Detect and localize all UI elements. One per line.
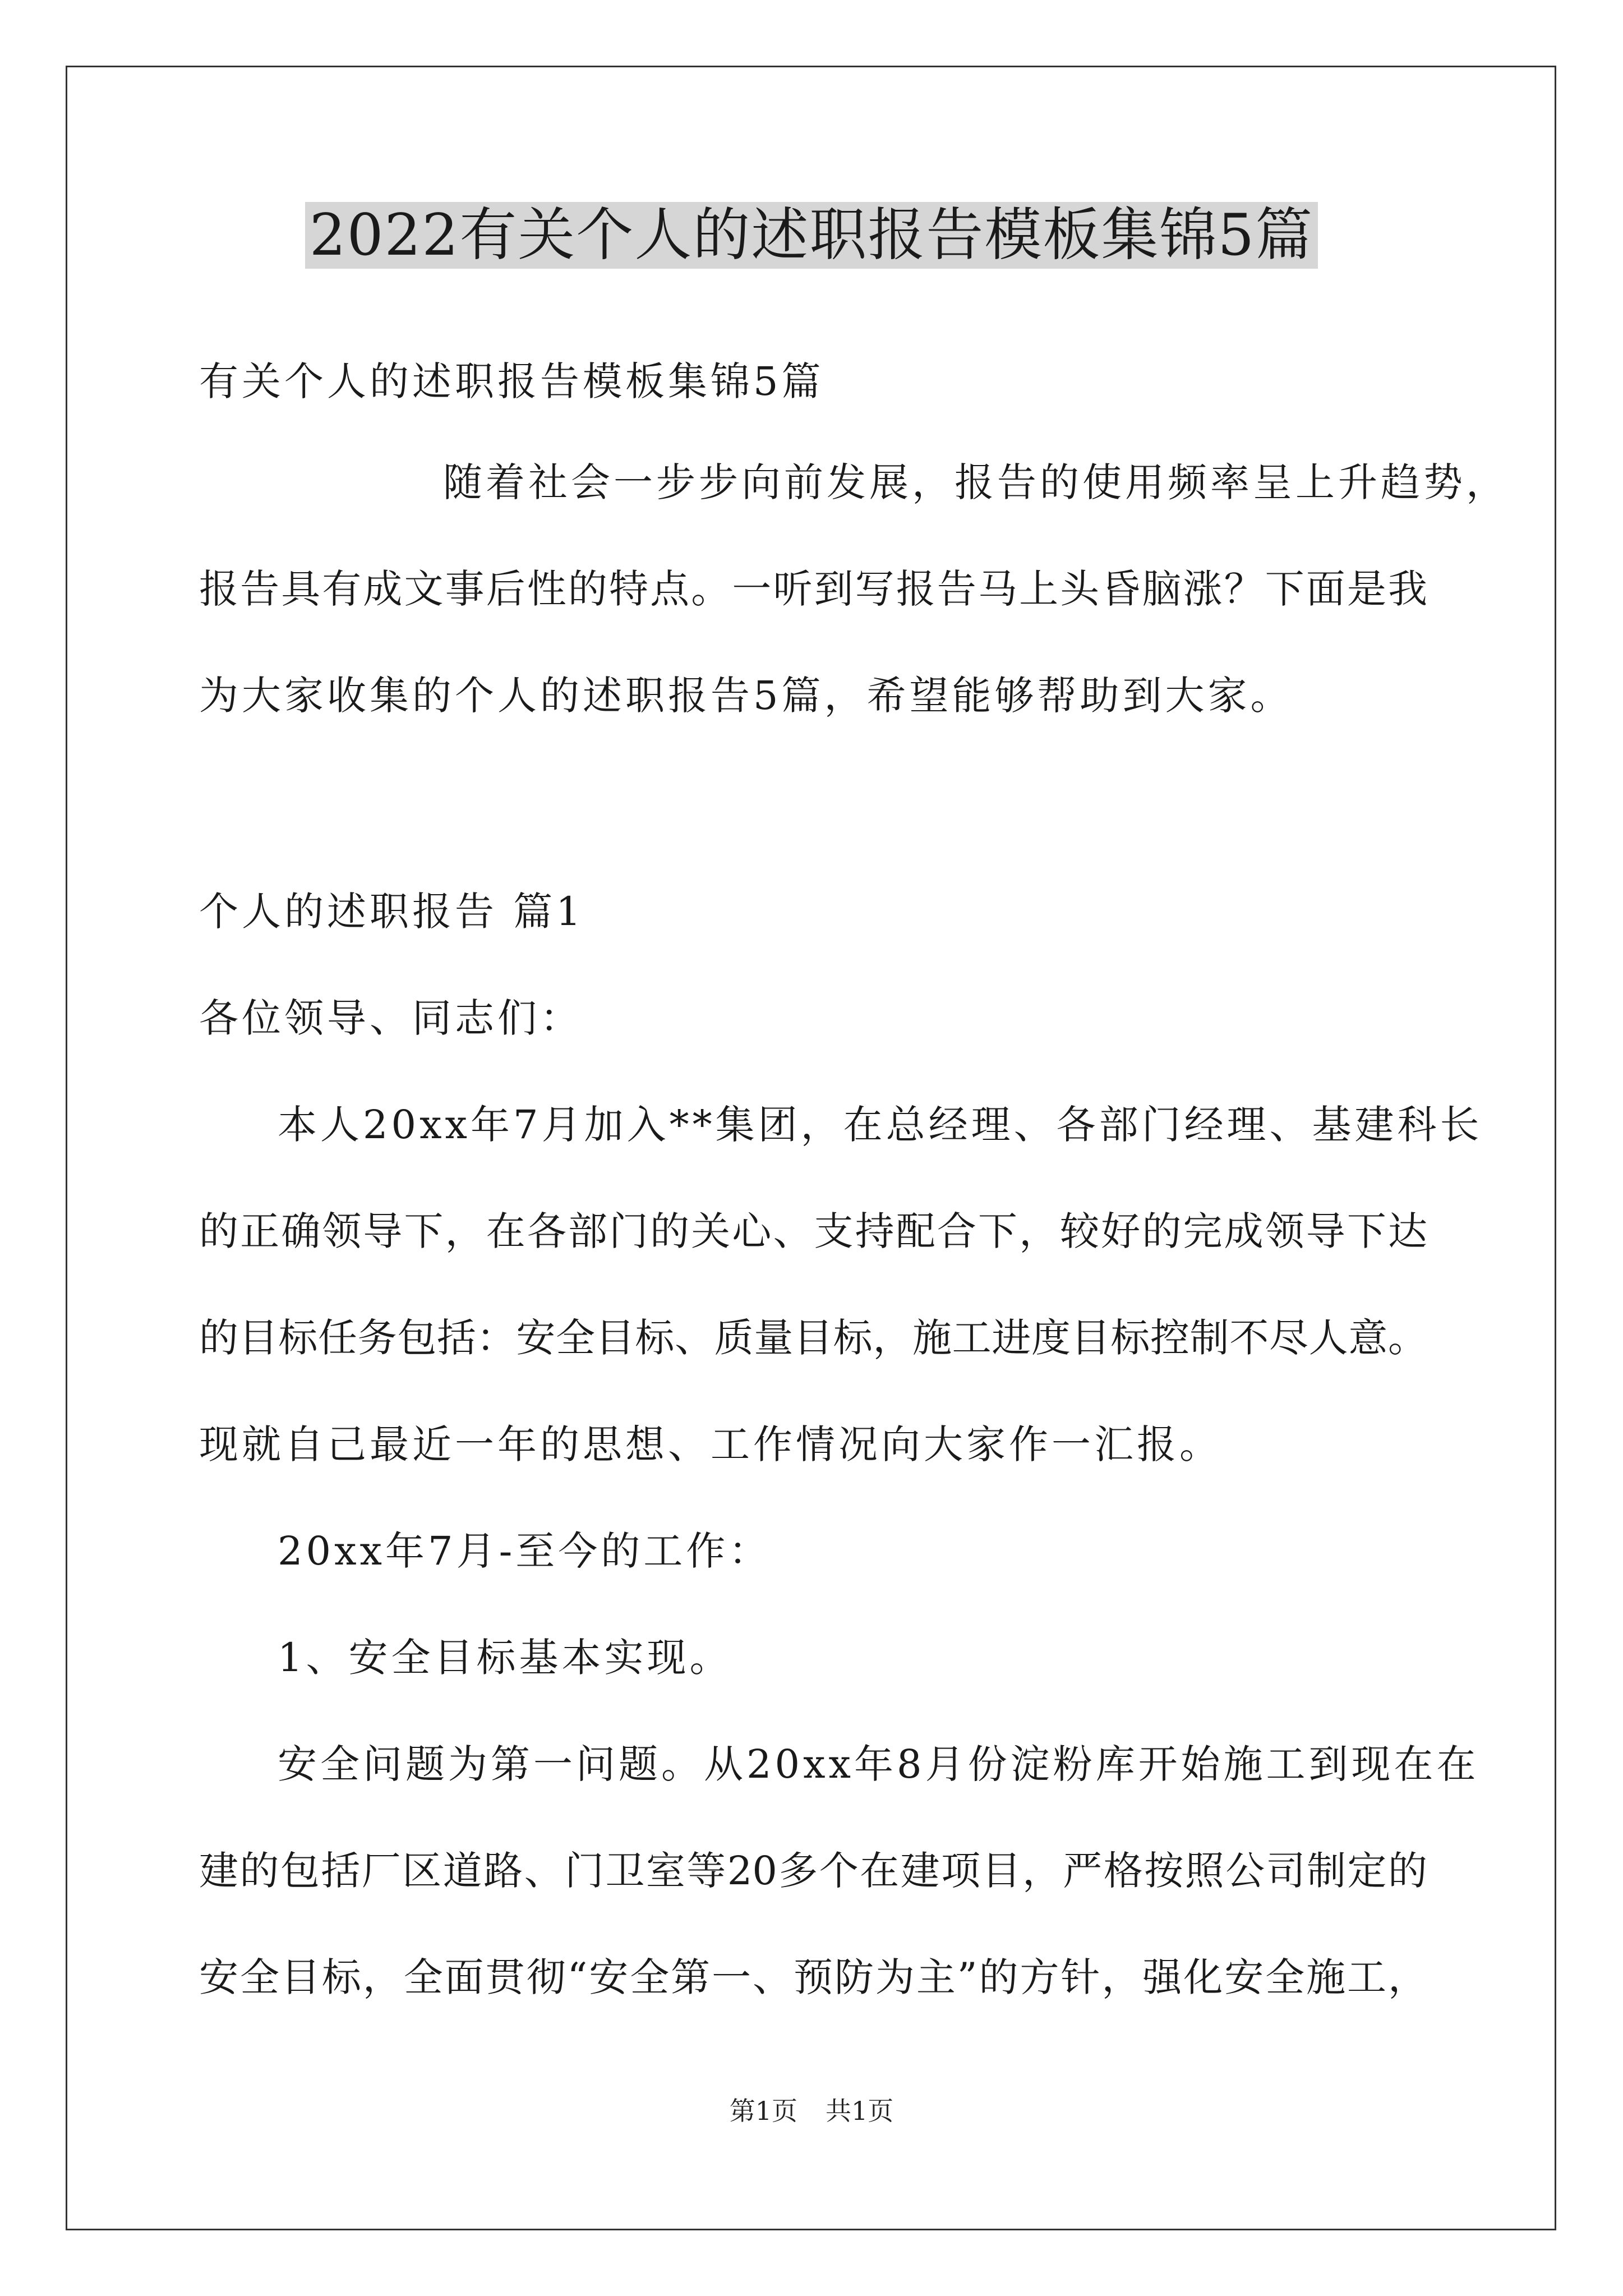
document-subtitle: 有关个人的述职报告模板集锦5篇: [199, 358, 824, 404]
para1-line-3: 的目标任务包括：安全目标、质量目标，施工进度目标控制不尽人意。: [199, 1315, 1427, 1361]
para2-line-1: 安全问题为第一问题。从20xx年8月份淀粉库开始施工到现在在: [278, 1741, 1479, 1787]
page-number-total: 共1页: [826, 2096, 894, 2126]
intro-line-1: 随着社会一步步向前发展，报告的使用频率呈上升趋势，: [443, 459, 1509, 505]
page-number-current: 第1页: [729, 2096, 797, 2126]
page-footer: [0, 2091, 1623, 2131]
para1-line-2: 的正确领导下，在各部门的关心、支持配合下，较好的完成领导下达: [199, 1208, 1427, 1254]
salutation: 各位领导、同志们：: [199, 995, 583, 1041]
document-title-text: 2022有关个人的述职报告模板集锦5篇: [305, 202, 1318, 269]
para2-line-3: 安全目标，全面贯彻“安全第一、预防为主”的方针，强化安全施工，: [199, 1954, 1427, 2000]
intro-line-2: 报告具有成文事后性的特点。一听到写报告马上头昏脑涨？下面是我: [199, 566, 1427, 612]
document-title: [0, 194, 1623, 278]
intro-line-3: 为大家收集的个人的述职报告5篇，希望能够帮助到大家。: [199, 673, 1293, 719]
para2-line-2: 建的包括厂区道路、门卫室等20多个在建项目，严格按照公司制定的: [199, 1848, 1427, 1894]
section-heading: 个人的述职报告 篇1: [199, 889, 584, 935]
work-period: 20xx年7月-至今的工作：: [278, 1528, 772, 1574]
para1-line-4: 现就自己最近一年的思想、工作情况向大家作一汇报。: [199, 1421, 1222, 1467]
para1-line-1: 本人20xx年7月加入**集团，在总经理、各部门经理、基建科长: [278, 1102, 1483, 1148]
item-1: 1、安全目标基本实现。: [278, 1635, 732, 1681]
